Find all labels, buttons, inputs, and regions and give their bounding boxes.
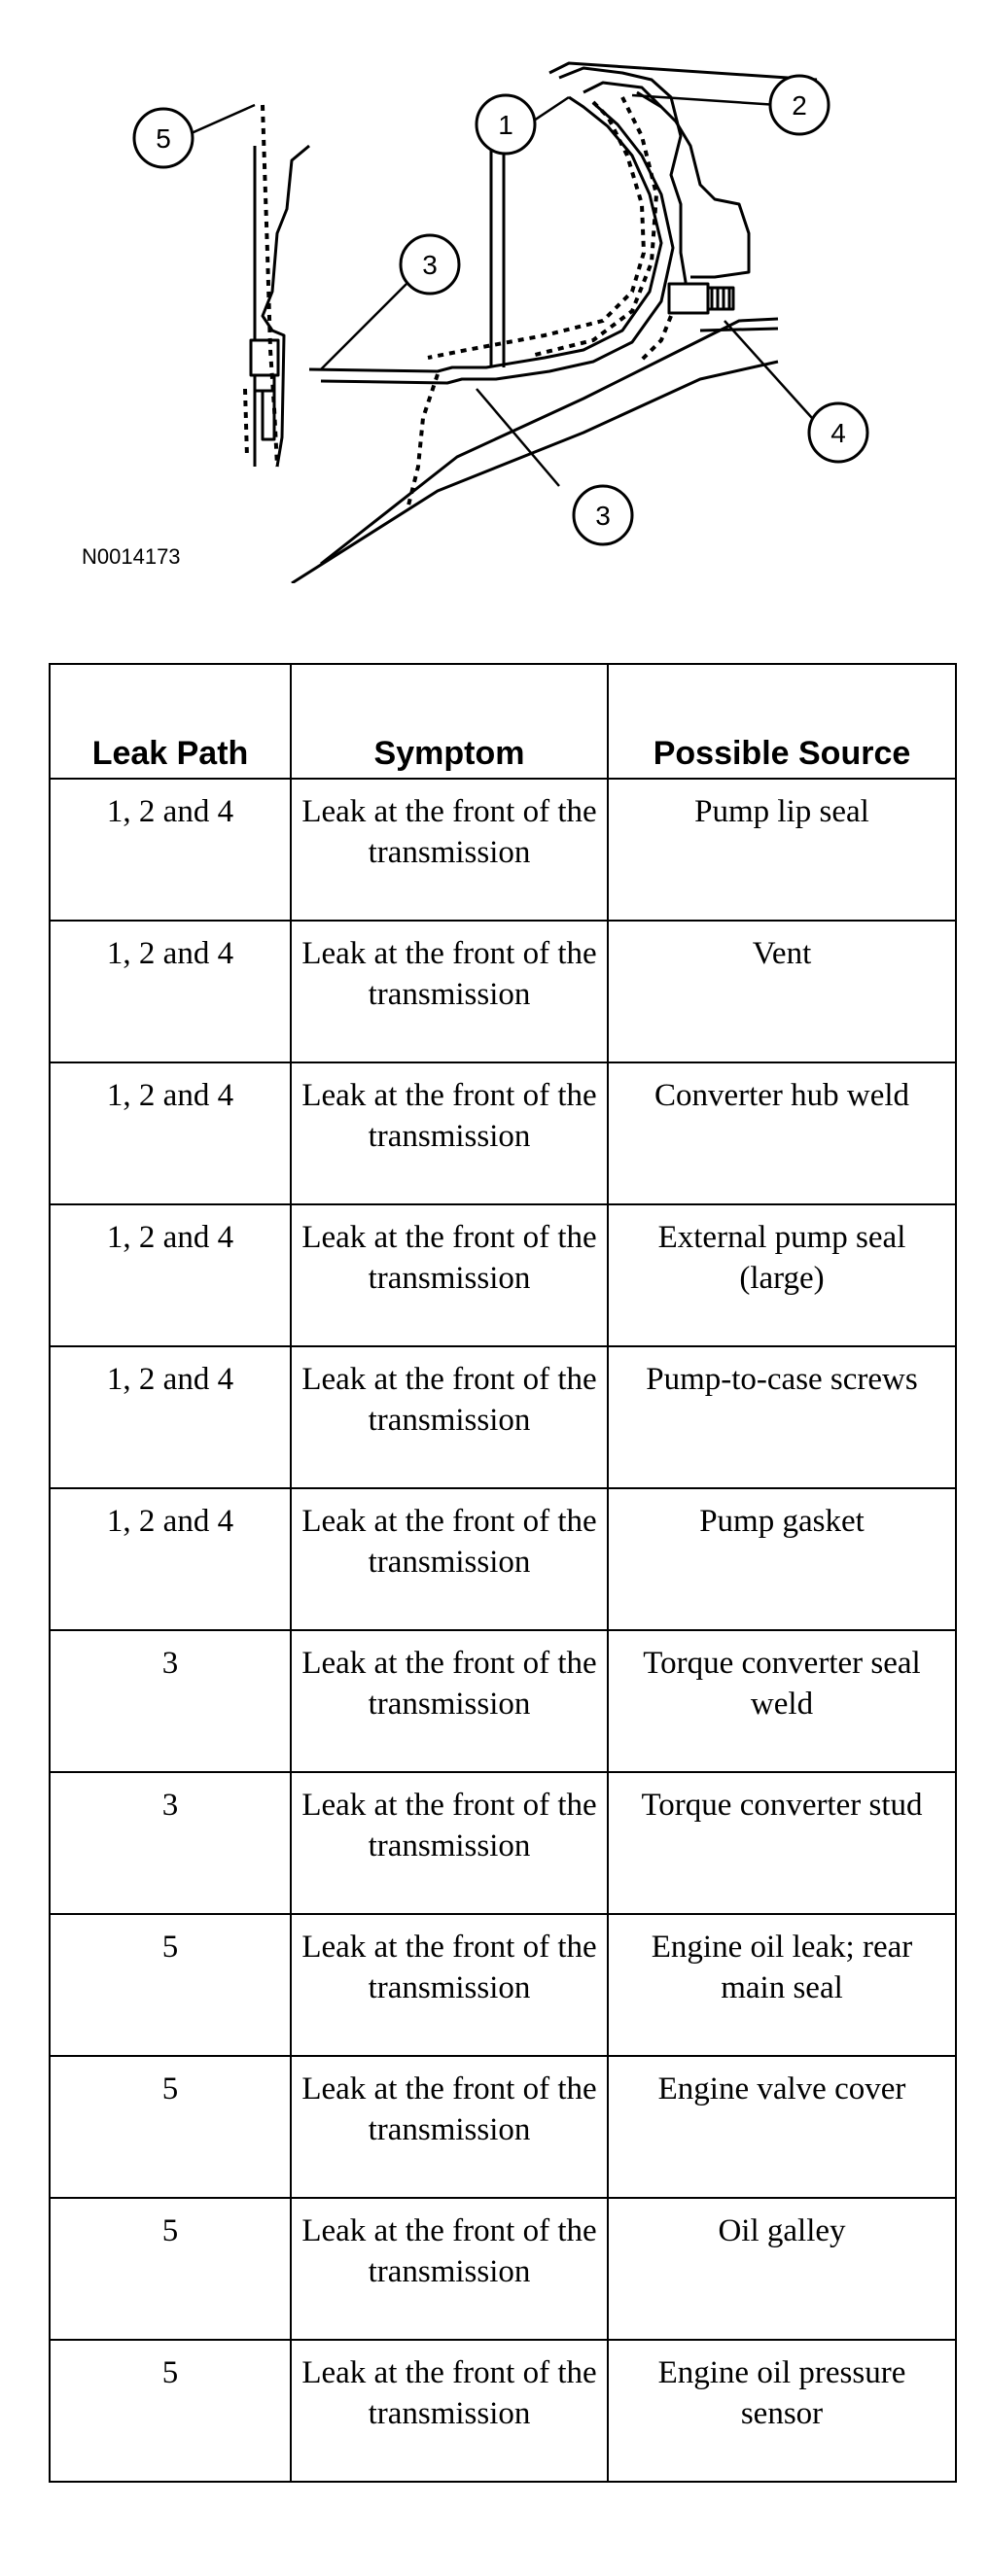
source-cell: Pump gasket: [608, 1488, 956, 1630]
callout-4-label: 4: [830, 418, 846, 448]
table-row: [50, 1630, 956, 1772]
leak-path-cell: 1, 2 and 4: [50, 1488, 291, 1630]
table-row: [50, 1346, 956, 1488]
symptom-cell: Leak at the front of the transmission: [291, 2056, 608, 2198]
figure-id: N0014173: [82, 544, 181, 569]
source-cell: Engine oil leak; rear main seal: [608, 1914, 956, 2056]
source-cell: External pump seal (large): [608, 1204, 956, 1346]
table-header-row: [50, 664, 956, 779]
callout-3-upper-label: 3: [422, 250, 438, 280]
symptom-cell: Leak at the front of the transmission: [291, 921, 608, 1062]
table-row: [50, 1204, 956, 1346]
symptom-cell: Leak at the front of the transmission: [291, 1204, 608, 1346]
symptom-cell: Leak at the front of the transmission: [291, 1630, 608, 1772]
source-cell: Converter hub weld: [608, 1062, 956, 1204]
leak-path-3: [408, 374, 438, 505]
callout-5-label: 5: [156, 123, 171, 154]
leak-path-cell: 5: [50, 2056, 291, 2198]
source-cell: Engine oil pressure sensor: [608, 2340, 956, 2482]
leak-path-table: [49, 663, 957, 2483]
header-leak-path: Leak Path: [50, 664, 291, 779]
source-cell: Vent: [608, 921, 956, 1062]
symptom-cell: Leak at the front of the transmission: [291, 1488, 608, 1630]
leak-path-cell: 1, 2 and 4: [50, 921, 291, 1062]
symptom-cell: Leak at the front of the transmission: [291, 1062, 608, 1204]
symptom-cell: Leak at the front of the transmission: [291, 779, 608, 921]
leak-path-cell: 5: [50, 2340, 291, 2482]
table-row: [50, 2198, 956, 2340]
leak-path-cell: 3: [50, 1772, 291, 1914]
leak-path-1-2: [428, 102, 644, 358]
source-cell: Pump-to-case screws: [608, 1346, 956, 1488]
leak-path-cell: 3: [50, 1630, 291, 1772]
source-cell: Engine valve cover: [608, 2056, 956, 2198]
symptom-cell: Leak at the front of the transmission: [291, 1914, 608, 2056]
source-cell: Pump lip seal: [608, 779, 956, 921]
table-row: [50, 1062, 956, 1204]
callout-1-label: 1: [498, 110, 513, 140]
symptom-cell: Leak at the front of the transmission: [291, 1346, 608, 1488]
table-row: [50, 1488, 956, 1630]
transmission-bolt: [669, 284, 708, 313]
table-row: [50, 921, 956, 1062]
table-row: [50, 2056, 956, 2198]
leak-path-cell: 1, 2 and 4: [50, 1062, 291, 1204]
callout-2-label: 2: [792, 90, 807, 121]
leak-path-cell: 5: [50, 2198, 291, 2340]
leak-path-diagram: [0, 0, 989, 583]
leak-path-cell: 1, 2 and 4: [50, 779, 291, 921]
table-body: [50, 779, 956, 2482]
leak-path-cell: 5: [50, 1914, 291, 2056]
symptom-cell: Leak at the front of the transmission: [291, 2198, 608, 2340]
symptom-cell: Leak at the front of the transmission: [291, 1772, 608, 1914]
diagram-drawing: [0, 0, 989, 583]
leak-path-cell: 1, 2 and 4: [50, 1204, 291, 1346]
source-cell: Oil galley: [608, 2198, 956, 2340]
table-row: [50, 779, 956, 921]
source-cell: Torque converter stud: [608, 1772, 956, 1914]
source-cell: Torque converter seal weld: [608, 1630, 956, 1772]
leak-path-cell: 1, 2 and 4: [50, 1346, 291, 1488]
header-possible-source: Possible Source: [608, 664, 956, 779]
callout-3-lower-label: 3: [595, 501, 611, 531]
symptom-cell: Leak at the front of the transmission: [291, 2340, 608, 2482]
header-symptom: Symptom: [291, 664, 608, 779]
engine-bolt: [251, 340, 278, 375]
table-row: [50, 1772, 956, 1914]
table-row: [50, 1914, 956, 2056]
table-row: [50, 2340, 956, 2482]
